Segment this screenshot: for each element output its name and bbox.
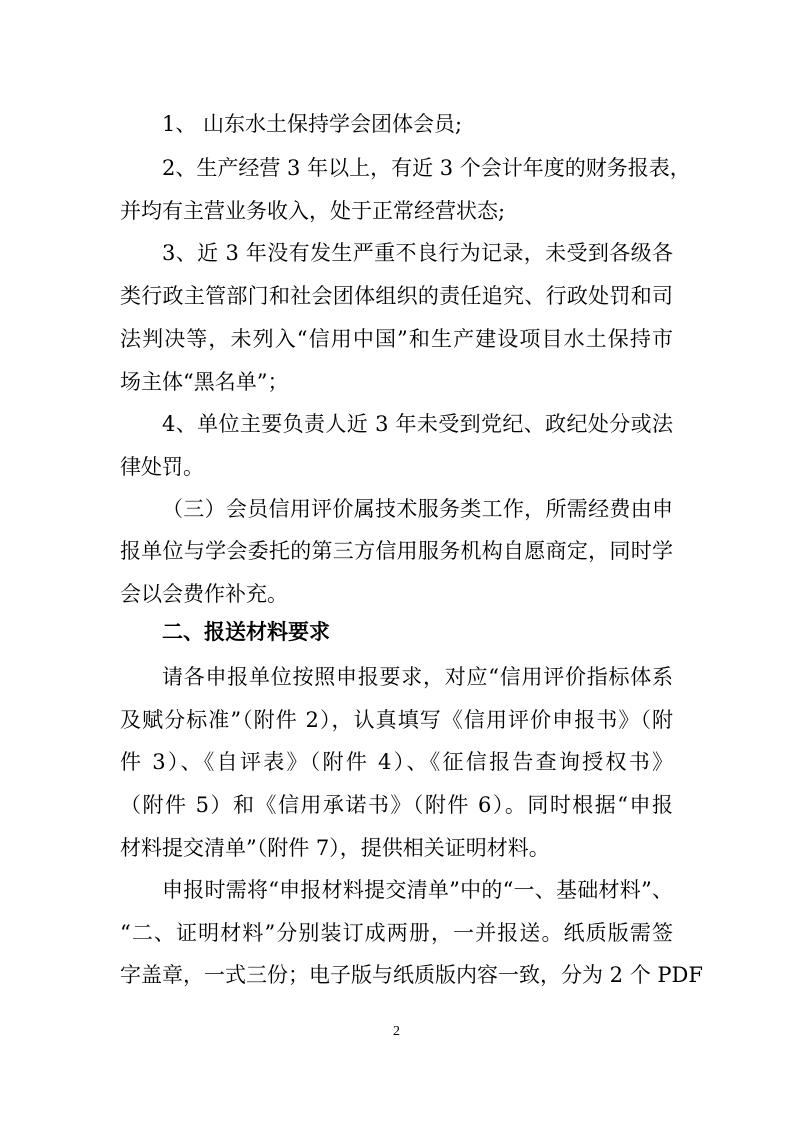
paragraph-line-19: 申报时需将“申报材料提交清单”中的“一、基础材料”、 xyxy=(162,878,673,902)
paragraph-line-15: 及赋分标准”（附件 2），认真填写《信用评价申报书》（附 xyxy=(120,708,673,732)
paragraph-line-12: 会以会费作补充。 xyxy=(120,582,288,606)
section-heading: 二、报送材料要求 xyxy=(162,620,330,644)
paragraph-line-9: 律处罚。 xyxy=(120,455,204,479)
paragraph-line-16: 件 3）、《自评表》（附件 4）、《征信报告查询授权书》 xyxy=(120,750,673,774)
paragraph-line-18: 材料提交清单”（附件 7），提供相关证明材料。 xyxy=(120,836,550,860)
paragraph-line-4: 3、近 3 年没有发生严重不良行为记录，未受到各级各 xyxy=(162,241,673,265)
page-number: 2 xyxy=(393,1024,400,1039)
paragraph-line-3: 并均有主营业务收入，处于正常经营状态; xyxy=(120,199,506,223)
paragraph-line-20: “二、证明材料”分别装订成两册，一并报送。纸质版需签 xyxy=(120,921,673,945)
paragraph-line-11: 报单位与学会委托的第三方信用服务机构自愿商定，同时学 xyxy=(120,539,673,563)
paragraph-line-7: 场主体“黑名单”； xyxy=(120,370,289,394)
paragraph-line-2: 2、生产经营 3 年以上，有近 3 个会计年度的财务报表， xyxy=(162,156,691,180)
paragraph-line-5: 类行政主管部门和社会团体组织的责任追究、行政处罚和司 xyxy=(120,284,673,308)
paragraph-line-1: 1、 山东水土保持学会团体会员; xyxy=(162,112,463,136)
paragraph-line-10: （三）会员信用评价属技术服务类工作，所需经费由申 xyxy=(162,497,673,521)
paragraph-line-6: 法判决等，未列入“信用中国”和生产建设项目水土保持市 xyxy=(120,327,673,351)
paragraph-line-8: 4、单位主要负责人近 3 年未受到党纪、政纪处分或法 xyxy=(162,412,673,436)
paragraph-line-14: 请各申报单位按照申报要求，对应“信用评价指标体系 xyxy=(162,665,673,689)
paragraph-line-17: （附件 5）和《信用承诺书》（附件 6）。同时根据“申报 xyxy=(120,793,673,817)
paragraph-line-21: 字盖章，一式三份；电子版与纸质版内容一致，分为 2 个 PDF xyxy=(120,963,703,987)
